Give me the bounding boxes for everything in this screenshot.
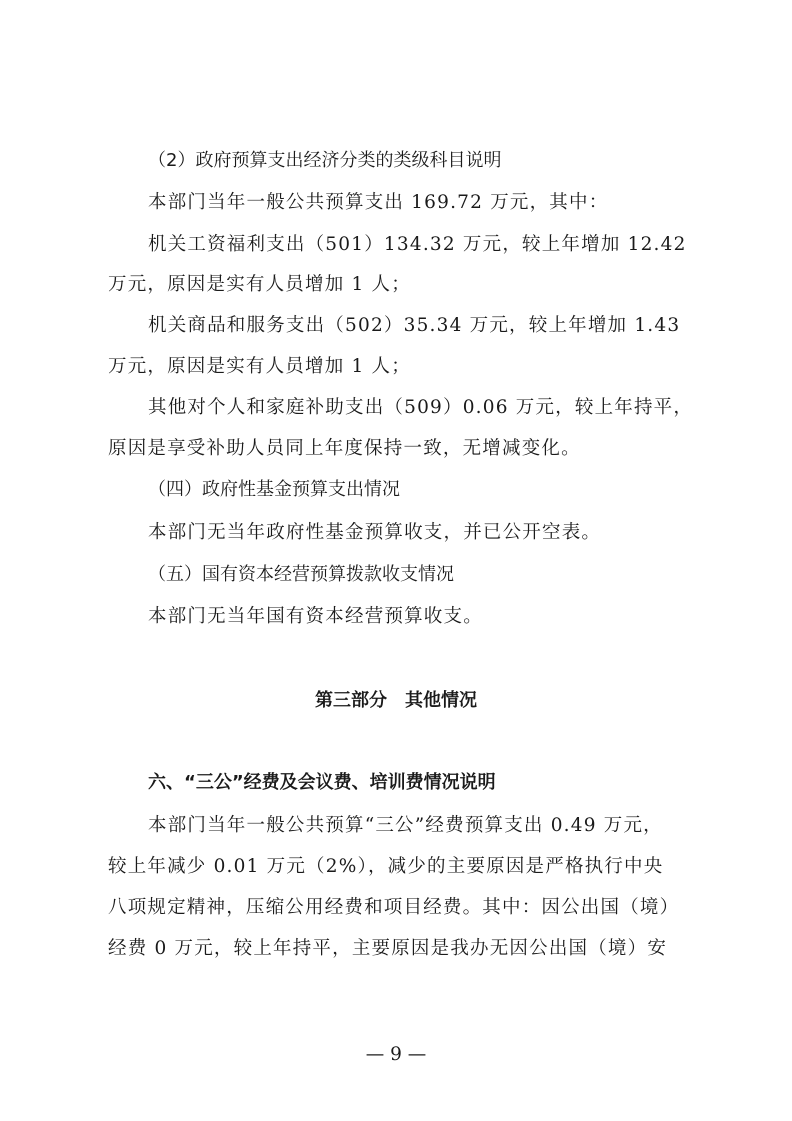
paragraph-three-public-line1: 本部门当年一般公共预算“三公”经费预算支出 0.49 万元， xyxy=(148,815,663,836)
paragraph-509-line2: 原因是享受补助人员同上年度保持一致，无增减变化。 xyxy=(108,438,581,459)
part-three-heading: 第三部分 其他情况 xyxy=(315,690,477,711)
paragraph-501-line1: 机关工资福利支出（501）134.32 万元，较上年增加 12.42 xyxy=(148,234,687,255)
subheading-government-fund: （四）政府性基金预算支出情况 xyxy=(148,479,400,500)
paragraph-502-line1: 机关商品和服务支出（502）35.34 万元，较上年增加 1.43 xyxy=(148,315,681,336)
paragraph-government-fund: 本部门无当年政府性基金预算收支，并已公开空表。 xyxy=(148,522,602,543)
paragraph-three-public-line2: 较上年减少 0.01 万元（2%），减少的主要原因是严格执行中央 xyxy=(108,856,664,877)
paragraph-total-expenditure: 本部门当年一般公共预算支出 169.72 万元，其中： xyxy=(148,192,609,213)
subheading-economic-classification: （2）政府预算支出经济分类的类级科目说明 xyxy=(148,150,502,171)
paragraph-three-public-line4: 经费 0 万元，较上年持平，主要原因是我办无因公出国（境）安 xyxy=(108,938,668,959)
paragraph-502-line2: 万元，原因是实有人员增加 1 人； xyxy=(108,356,411,377)
paragraph-three-public-line3: 八项规定精神，压缩公用经费和项目经费。其中：因公出国（境） xyxy=(108,897,680,918)
section-six-heading: 六、“三公”经费及会议费、培训费情况说明 xyxy=(148,772,496,793)
paragraph-state-capital: 本部门无当年国有资本经营预算收支。 xyxy=(148,606,483,627)
paragraph-501-line2: 万元，原因是实有人员增加 1 人； xyxy=(108,274,411,295)
paragraph-509-line1: 其他对个人和家庭补助支出（509）0.06 万元，较上年持平， xyxy=(148,397,694,418)
subheading-state-capital: （五）国有资本经营预算拨款收支情况 xyxy=(148,564,454,585)
page-number: — 9 — xyxy=(365,1044,427,1065)
